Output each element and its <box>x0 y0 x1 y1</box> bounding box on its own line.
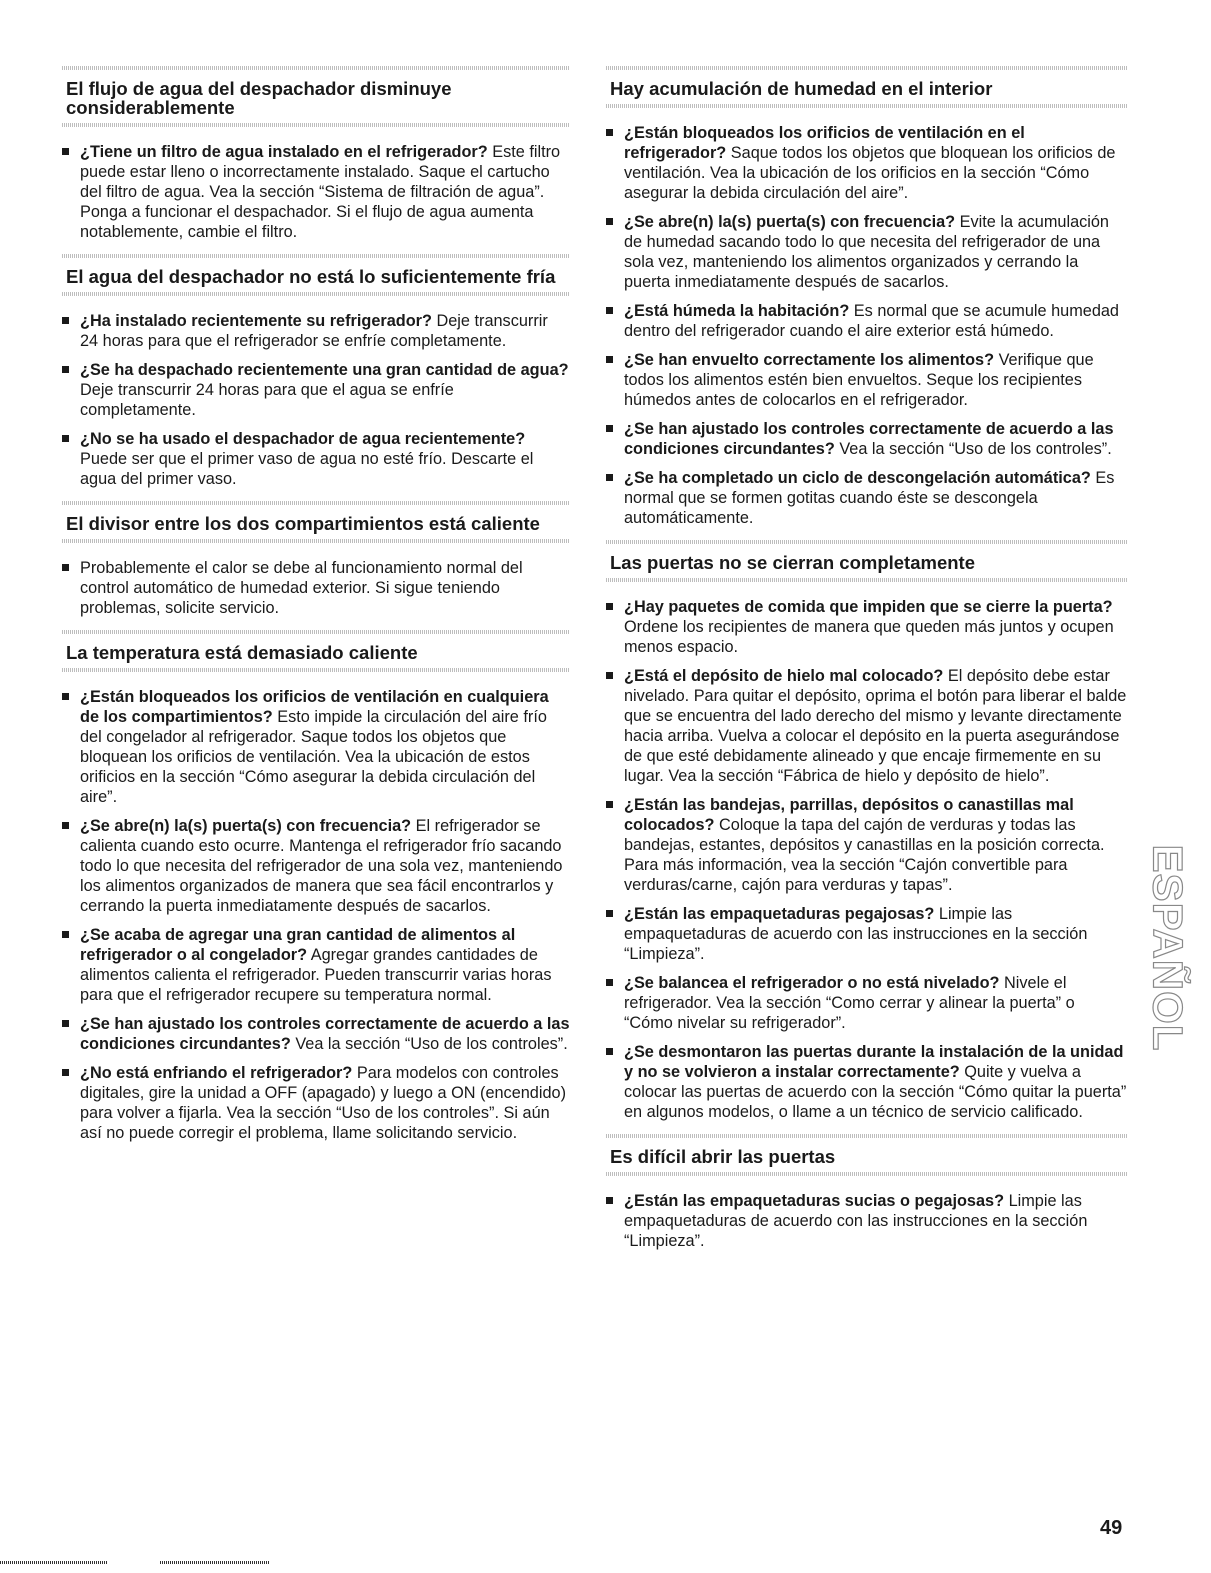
item-question: ¿Se han envuelto correctamente los alimentos? <box>624 351 995 369</box>
list-item <box>62 360 570 420</box>
bullet-square-icon <box>606 672 613 679</box>
bullet-square-icon <box>606 1048 613 1055</box>
item-question: ¿Se acaba de agregar una gran cantidad de alimentos al refrigerador o al congelador? <box>80 926 516 964</box>
list-item <box>62 1014 570 1054</box>
section-heading: El agua del despachador no está lo suficientemente fría <box>66 266 556 287</box>
item-question: ¿No está enfriando el refrigerador? <box>80 1064 353 1082</box>
section-rule-bottom <box>62 123 570 127</box>
list-item <box>62 925 570 1005</box>
language-tab-label: ESPAÑOL <box>1144 844 1192 1051</box>
bullet-square-icon <box>62 435 69 442</box>
bullet-square-icon <box>606 910 613 917</box>
section-rule-bottom <box>62 539 570 543</box>
bullet-square-icon <box>606 801 613 808</box>
item-question: ¿Ha instalado recientemente su refrigerador? <box>80 312 432 330</box>
item-answer: Evite la acumulación de humedad sacando todo lo que necesita del refrigerador de una sola vez, manteniendo los alimentos organizados y cerrando la puerta inmediatamente después de sacarlos. <box>624 213 1109 291</box>
list-item <box>606 468 1128 528</box>
troubleshooting-section <box>62 630 570 1143</box>
item-question: ¿Tiene un filtro de agua instalado en el refrigerador? <box>80 143 488 161</box>
item-answer: Agregar grandes cantidades de alimentos calienta el refrigerador. Pueden transcurrir varias horas para que el refrigerador recupere su temperatura normal. <box>80 946 552 1004</box>
item-answer: Quite y vuelva a colocar las puertas de acuerdo con la sección “Cómo quitar la puerta” en algunos modelos, o llame a un técnico de servicio calificado. <box>624 1063 1127 1121</box>
bullet-square-icon <box>606 474 613 481</box>
troubleshooting-section <box>62 501 570 618</box>
item-answer: El depósito debe estar nivelado. Para quitar el depósito, oprima el botón para liberar el balde que se encuentra del lado derecho del mismo y levante directamente hacia arriba. Vuelva a colocar el depósito en la puerta asegurándose de que esté debidamente alineado y que encaje firmemente en su lugar. Vea la sección “Fábrica de hielo y depósito de hielo”. <box>624 667 1127 785</box>
item-question: ¿Se han ajustado los controles correctamente de acuerdo a las condiciones circundantes? <box>624 420 1114 458</box>
list-item <box>606 1191 1128 1251</box>
list-item <box>606 973 1128 1033</box>
bullet-square-icon <box>606 356 613 363</box>
bullet-square-icon <box>606 979 613 986</box>
item-question: ¿Están las empaquetaduras pegajosas? <box>624 905 935 923</box>
question-list <box>606 597 1128 1122</box>
item-question: ¿Se balancea el refrigerador o no está nivelado? <box>624 974 1000 992</box>
item-answer: Deje transcurrir 24 horas para que el refrigerador se enfríe completamente. <box>80 312 548 350</box>
item-answer: Es normal que se acumule humedad dentro del refrigerador cuando el aire exterior está húmedo. <box>624 302 1119 340</box>
question-list <box>62 311 570 489</box>
item-answer: Saque todos los objetos que bloquean los orificios de ventilación. Vea la ubicación de los orificios en la sección “Cómo asegurar la debida circulación del aire”. <box>624 144 1116 202</box>
item-question: ¿Se abre(n) la(s) puerta(s) con frecuencia? <box>80 817 412 835</box>
item-answer: Coloque la tapa del cajón de verduras y todas las bandejas, estantes, depósitos y canastillas en la posición correcta. Para más información, vea la sección “Cajón convertible para verduras/carne, cajón para verduras y tapas”. <box>624 816 1105 894</box>
question-list <box>62 687 570 1143</box>
troubleshooting-section <box>606 1134 1128 1251</box>
item-question: ¿Está húmeda la habitación? <box>624 302 850 320</box>
bullet-square-icon <box>62 1020 69 1027</box>
bullet-square-icon <box>606 307 613 314</box>
question-list <box>62 558 570 618</box>
item-answer: Deje transcurrir 24 horas para que el agua se enfríe completamente. <box>80 381 454 419</box>
section-rule-bottom <box>606 578 1128 582</box>
bullet-square-icon <box>62 693 69 700</box>
item-question: ¿Están bloqueados los orificios de ventilación en cualquiera de los compartimientos? <box>80 688 549 726</box>
list-item <box>62 687 570 807</box>
item-answer: El refrigerador se calienta cuando esto ocurre. Mantenga el refrigerador frío sacando todo lo que necesita del refrigerador de una sola vez, manteniendo los alimentos organizados de manera que sea fácil encontrarlos y cerrando la puerta inmediatamente después de sacarlos. <box>80 817 563 915</box>
section-heading: El flujo de agua del despachador disminuye considerablemente <box>66 78 452 118</box>
item-question: ¿Se ha despachado recientemente una gran cantidad de agua? <box>80 361 569 379</box>
section-heading: Las puertas no se cierran completamente <box>610 552 975 573</box>
list-item <box>606 419 1128 459</box>
list-item <box>606 666 1128 786</box>
question-list <box>606 1191 1128 1251</box>
item-question: ¿Está el depósito de hielo mal colocado? <box>624 667 944 685</box>
section-heading: La temperatura está demasiado caliente <box>66 642 418 663</box>
list-item <box>606 350 1128 410</box>
item-question: ¿Se desmontaron las puertas durante la instalación de la unidad y no se volvieron a instalar correctamente? <box>624 1043 1124 1081</box>
bullet-square-icon <box>62 148 69 155</box>
item-answer: Este filtro puede estar lleno o incorrectamente instalado. Saque el cartucho del filtro de agua. Vea la sección “Sistema de filtración de agua”. Ponga a funcionar el despachador. Si el flujo de agua aumenta notablemente, cambie el filtro. <box>80 143 561 241</box>
item-answer: Nivele el refrigerador. Vea la sección “Como cerrar y alinear la puerta” o “Cómo nivelar su refrigerador”. <box>624 974 1075 1032</box>
item-answer: Limpie las empaquetaduras de acuerdo con las instrucciones en la sección “Limpieza”. <box>624 1192 1088 1250</box>
troubleshooting-section <box>606 66 1128 528</box>
list-item <box>606 212 1128 292</box>
bullet-square-icon <box>606 129 613 136</box>
bullet-square-icon <box>606 425 613 432</box>
item-answer: Vea la sección “Uso de los controles”. <box>834 440 1112 458</box>
section-rule-bottom <box>606 1172 1128 1176</box>
bullet-square-icon <box>62 366 69 373</box>
item-answer: Esto impide la circulación del aire frío del congelador al refrigerador. Saque todos los objetos que bloquean los orificios de ventilación. Vea la ubicación de estos orificios en la sección “Cómo asegurar la debida circulación del aire”. <box>80 708 547 806</box>
bullet-square-icon <box>62 564 69 571</box>
bullet-square-icon <box>606 1197 613 1204</box>
item-answer: Limpie las empaquetaduras de acuerdo con las instrucciones en la sección “Limpieza”. <box>624 905 1088 963</box>
list-item <box>62 1063 570 1143</box>
item-question: ¿Están las bandejas, parrillas, depósitos o canastillas mal colocados? <box>624 796 1074 834</box>
section-rule-bottom <box>62 292 570 296</box>
section-rule-bottom <box>606 104 1128 108</box>
list-item <box>62 429 570 489</box>
item-question: ¿Hay paquetes de comida que impiden que se cierre la puerta? <box>624 598 1113 616</box>
language-tab <box>1144 835 1192 1060</box>
item-question: ¿Se ha completado un ciclo de descongelación automática? <box>624 469 1091 487</box>
footer-mark <box>160 1561 270 1564</box>
troubleshooting-section <box>62 254 570 489</box>
troubleshooting-section <box>606 540 1128 1122</box>
troubleshooting-section <box>62 66 570 242</box>
item-question: ¿Están las empaquetaduras sucias o pegajosas? <box>624 1192 1005 1210</box>
page-number: 49 <box>1100 1517 1123 1539</box>
item-question: ¿Se abre(n) la(s) puerta(s) con frecuencia? <box>624 213 956 231</box>
section-rule-bottom <box>62 668 570 672</box>
footer-mark <box>0 1561 107 1564</box>
section-heading: Hay acumulación de humedad en el interior <box>610 78 993 99</box>
section-heading: El divisor entre los dos compartimientos está caliente <box>66 513 540 534</box>
item-answer: Es normal que se formen gotitas cuando éste se descongela automáticamente. <box>624 469 1115 527</box>
bullet-square-icon <box>62 931 69 938</box>
item-answer: Ordene los recipientes de manera que queden más juntos y ocupen menos espacio. <box>624 618 1114 656</box>
list-item <box>62 142 570 242</box>
bullet-square-icon <box>606 603 613 610</box>
list-item <box>606 301 1128 341</box>
bullet-square-icon <box>62 317 69 324</box>
item-question: ¿Se han ajustado los controles correctamente de acuerdo a las condiciones circundantes? <box>80 1015 570 1053</box>
list-item <box>606 1042 1128 1122</box>
bullet-square-icon <box>62 1069 69 1076</box>
list-item <box>606 904 1128 964</box>
item-answer: Verifique que todos los alimentos estén bien envueltos. Seque los recipientes húmedos antes de colocarlos en el refrigerador. <box>624 351 1094 409</box>
item-answer: Vea la sección “Uso de los controles”. <box>290 1035 568 1053</box>
list-item <box>62 816 570 916</box>
right-column <box>606 66 1128 1263</box>
list-item <box>606 795 1128 895</box>
list-item <box>606 597 1128 657</box>
question-list <box>606 123 1128 528</box>
left-column <box>62 66 570 1155</box>
list-item <box>62 311 570 351</box>
item-question: ¿Están bloqueados los orificios de ventilación en el refrigerador? <box>624 124 1025 162</box>
item-question: ¿No se ha usado el despachador de agua recientemente? <box>80 430 526 448</box>
section-heading: Es difícil abrir las puertas <box>610 1146 836 1167</box>
question-list <box>62 142 570 242</box>
item-answer: Puede ser que el primer vaso de agua no esté frío. Descarte el agua del primer vaso. <box>80 450 534 488</box>
list-item <box>606 123 1128 203</box>
bullet-square-icon <box>62 822 69 829</box>
item-answer: Probablemente el calor se debe al funcionamiento normal del control automático de humedad exterior. Si sigue teniendo problemas, solicite servicio. <box>80 559 523 617</box>
list-item <box>62 558 570 618</box>
bullet-square-icon <box>606 218 613 225</box>
item-answer: Para modelos con controles digitales, gire la unidad a OFF (apagado) y luego a ON (encendido) para volver a fijarla. Vea la sección “Uso de los controles”. Si aún así no puede corregir el problema, llame solicitando servicio. <box>80 1064 567 1142</box>
